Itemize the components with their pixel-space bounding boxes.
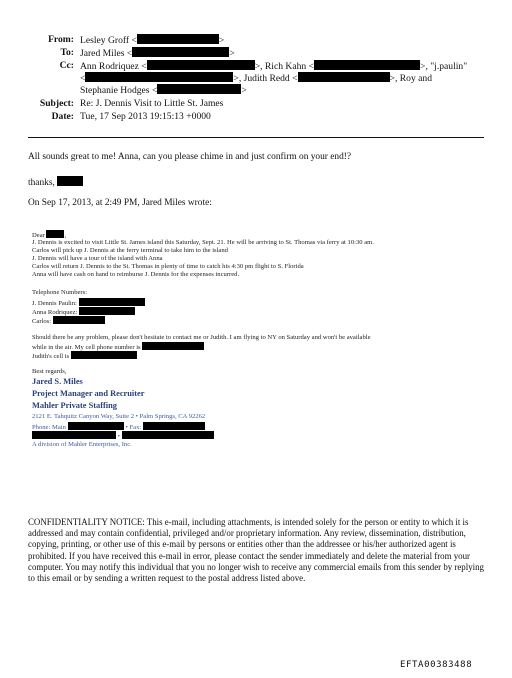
quoted-line: J. Dennis is excited to visit Little St. James island this Saturday, Sept. 21. He will be arriving to St. Thomas via ferry at 10:30 am. xyxy=(32,239,374,246)
redaction xyxy=(143,422,205,430)
redaction xyxy=(132,47,229,57)
cc-label: Cc: xyxy=(59,60,74,71)
quoted-dear: Dear , xyxy=(32,232,67,239)
redaction xyxy=(68,422,124,430)
redaction xyxy=(157,84,241,94)
signature-division: A division of Mahler Enterprises, Inc. xyxy=(32,441,132,448)
best-regards: Best regards, xyxy=(32,368,67,375)
redaction xyxy=(314,60,420,70)
quoted-line: Anna will have cash on hand to reimburse J. Dennis for the expenses incurred. xyxy=(32,271,240,278)
redaction xyxy=(85,72,233,82)
phone-paulin-row: J. Dennis Paulin: xyxy=(32,298,145,308)
redaction xyxy=(79,307,135,315)
to-label: To: xyxy=(60,47,74,58)
to-value: Jared Miles < xyxy=(80,48,133,59)
message-line: All sounds great to me! Anna, can you please chime in and just confirm on your end!? xyxy=(28,152,352,162)
from-label: From: xyxy=(48,34,74,45)
phone-carlos-row: Carlos: xyxy=(32,316,105,326)
signature-company: Mahler Private Staffing xyxy=(32,401,117,410)
date-value: Tue, 17 Sep 2013 19:15:13 +0000 xyxy=(80,111,211,122)
redaction xyxy=(46,230,64,238)
wrote-line: On Sep 17, 2013, at 2:49 PM, Jared Miles wrote: xyxy=(28,198,212,208)
signature-contact-row: • xyxy=(32,431,214,440)
subject-label: Subject: xyxy=(39,98,74,109)
redaction xyxy=(122,431,214,439)
quoted-line: Carlos will return J. Dennis to the St. Thomas in plenty of time to catch his 4:30 pm flight to S. Florida xyxy=(32,263,304,270)
signature-phone-row: Phone: Main • Fax: xyxy=(32,422,205,431)
phone-title: Telephone Numbers: xyxy=(32,289,88,296)
quoted-line: Carlos will pick up J. Dennis at the ferry terminal to take him to the island xyxy=(32,247,228,254)
redaction xyxy=(57,176,83,186)
redaction xyxy=(137,34,219,44)
signature-name: Jared S. Miles xyxy=(32,377,83,386)
date-label: Date: xyxy=(51,111,74,122)
redaction xyxy=(79,298,145,306)
redaction xyxy=(142,342,204,350)
problem-line: Should there be any problem, please don't hesitate to contact me or Judith. I am flying to NY on Saturday and won't be available xyxy=(32,334,371,341)
document-id: EFTA00383488 xyxy=(400,660,473,670)
redaction xyxy=(71,351,137,359)
cc-value: Ann Rodriquez < xyxy=(80,61,147,72)
problem-line: while in the air. My cell phone number is xyxy=(32,342,204,352)
redaction xyxy=(147,60,255,70)
judith-cell-row: Judith's cell is xyxy=(32,351,137,361)
redaction xyxy=(53,316,105,324)
signature-address: 2121 E. Tahquitz Canyon Way, Suite 2 • Palm Springs, CA 92262 xyxy=(32,413,206,420)
thanks-line: thanks, xyxy=(28,176,83,188)
quoted-line: J. Dennis will have a tour of the island with Anna xyxy=(32,255,163,262)
phone-anna-row: Anna Rodriquez: xyxy=(32,307,135,317)
redaction xyxy=(298,72,390,82)
redaction xyxy=(32,431,116,439)
header-divider xyxy=(28,137,484,138)
from-value: Lesley Groff < xyxy=(80,35,137,46)
signature-title: Project Manager and Recruiter xyxy=(32,389,145,398)
subject-value: Re: J. Dennis Visit to Little St. James xyxy=(80,98,224,109)
confidentiality-notice: CONFIDENTIALITY NOTICE: This e-mail, including attachments, is intended solely for the person or entity to which it is addressed and may contain confidential, privileged and/or proprietary information. Any review, dissemination, distribution, copying, printing, or other use of this e-mail by persons or entities other than the addressee or his/her authorized agent is prohibited. If you have received this e-mail in error, please contact the sender immediately and delete the material from your computer. You may notify this individual that you no longer wish to receive any commercial emails from this sender by replying to this email or by sending a written request to the postal address listed above. xyxy=(28,517,484,584)
